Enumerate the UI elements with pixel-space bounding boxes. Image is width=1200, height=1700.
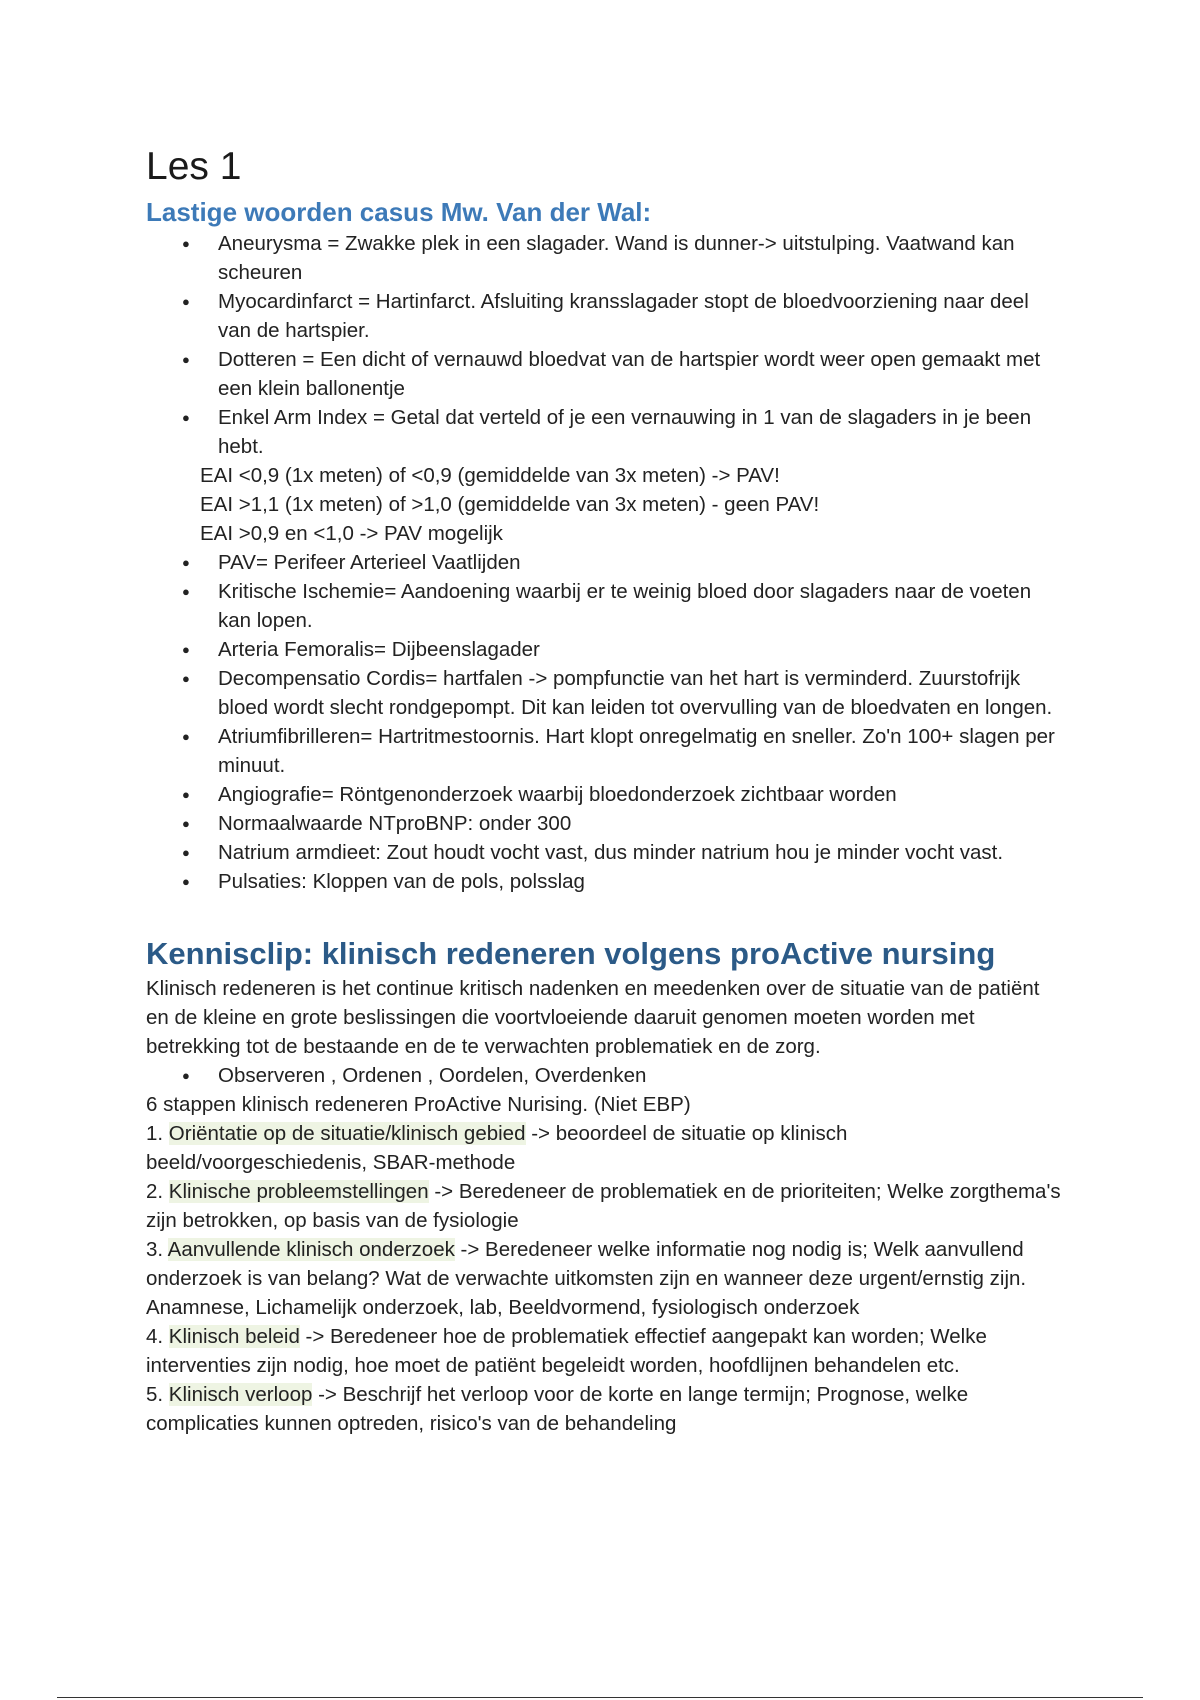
list-item: ● Natrium armdieet: Zout houdt vocht vast, dus minder natrium hou je minder vocht vast. <box>146 838 1066 867</box>
step-text: -> Beschrijf het verloop voor de korte en lange termijn; Prognose, welke complicaties kunnen optreden, risico's van de behandeling <box>146 1383 969 1435</box>
terms-list-b <box>146 548 1066 896</box>
step-2 <box>146 1177 1066 1235</box>
step-3 <box>146 1235 1066 1322</box>
terms-list-a <box>146 229 1066 461</box>
list-item: ● Atriumfibrilleren= Hartritmestoornis. Hart klopt onregelmatig en sneller. Zo'n 100+ slagen per minuut. <box>146 722 1066 780</box>
list-item: ● Dotteren = Een dicht of vernauwd bloedvat van de hartspier wordt weer open gemaakt met een klein ballonentje <box>146 345 1066 403</box>
list-item: ● Pulsaties: Kloppen van de pols, polsslag <box>146 867 1066 896</box>
step-term-highlight: Oriëntatie op de situatie/klinisch gebied <box>168 1122 526 1145</box>
list-item: ● Aneurysma = Zwakke plek in een slagader. Wand is dunner-> uitstulping. Vaatwand kan scheuren <box>146 229 1066 287</box>
step-term-highlight: Aanvullende klinisch onderzoek <box>167 1238 455 1261</box>
steps-intro: 6 stappen klinisch redeneren ProActive Nurising. (Niet EBP) <box>146 1093 691 1116</box>
step-5 <box>146 1380 1066 1438</box>
list-item: ● Kritische Ischemie= Aandoening waarbij er te weinig bloed door slagaders naar de voeten kan lopen. <box>146 577 1066 635</box>
list-item: ● Angiografie= Röntgenonderzoek waarbij bloedonderzoek zichtbaar worden <box>146 780 1066 809</box>
list-item: ● Observeren , Ordenen , Oordelen, Overdenken <box>146 1061 1066 1090</box>
document-page <box>146 142 1066 1438</box>
step-term-highlight: Klinisch beleid <box>168 1325 300 1348</box>
step-text: -> beoordeel de situatie op klinisch beeld/voorgeschiedenis, SBAR-methode <box>146 1122 848 1174</box>
step-term-highlight: Klinische probleemstellingen <box>168 1180 429 1203</box>
step-text: -> Beredeneer hoe de problematiek effectief aangepakt kan worden; Welke interventies zijn nodig, hoe moet de patiënt begeleidt worden, hoofdlijnen behandelen etc. <box>146 1325 987 1377</box>
list-item: ● Decompensatio Cordis= hartfalen -> pompfunctie van het hart is verminderd. Zuurstofrijk bloed wordt slecht rondgepompt. Dit kan leiden tot overvulling van de bloedvaten en longen. <box>146 664 1066 722</box>
step-number: 3. <box>146 1238 168 1261</box>
list-item: ● Myocardinfarct = Hartinfarct. Afsluiting kransslagader stopt de bloedvoorziening naar deel van de hartspier. <box>146 287 1066 345</box>
step-number: 2. <box>146 1180 169 1203</box>
eai-line: EAI <0,9 (1x meten) of <0,9 (gemiddelde van 3x meten) -> PAV! <box>200 464 780 487</box>
intro-paragraph: Klinisch redeneren is het continue kritisch nadenken en meedenken over de situatie van de patiënt en de kleine en grote beslissingen die voortvloeiende daaruit genomen moeten worden met betrekking tot de bestaande en de te verwachten problematiek en de zorg. <box>146 977 1040 1058</box>
observe-list <box>146 1061 1066 1090</box>
step-text: -> Beredeneer de problematiek en de prioriteiten; Welke zorgthema's zijn betrokken, op basis van de fysiologie <box>146 1180 1061 1232</box>
step-4 <box>146 1322 1066 1380</box>
eai-values <box>146 461 1066 548</box>
step-number: 1. <box>146 1122 169 1145</box>
section-heading-kennisclip: Kennisclip: klinisch redeneren volgens proActive nursing <box>146 936 996 971</box>
eai-line: EAI >1,1 (1x meten) of >1,0 (gemiddelde van 3x meten) - geen PAV! <box>200 493 820 516</box>
section-heading-lastige-woorden: Lastige woorden casus Mw. Van der Wal: <box>146 197 652 227</box>
step-text: -> Beredeneer welke informatie nog nodig is; Welk aanvullend onderzoek is van belang? Wat de verwachte uitkomsten zijn en wanneer deze urgent/ernstig zijn. Anamnese, Lichamelijk onderzoek, lab, Beeldvormend, fysiologisch onderzoek <box>146 1238 1027 1319</box>
list-item: ● Enkel Arm Index = Getal dat verteld of je een vernauwing in 1 van de slagaders in je been hebt. <box>146 403 1066 461</box>
step-1 <box>146 1119 1066 1177</box>
list-item: ● Normaalwaarde NTproBNP: onder 300 <box>146 809 1066 838</box>
step-number: 4. <box>146 1325 169 1348</box>
eai-line: EAI >0,9 en <1,0 -> PAV mogelijk <box>200 522 503 545</box>
step-term-highlight: Klinisch verloop <box>168 1383 313 1406</box>
list-item: ● Arteria Femoralis= Dijbeenslagader <box>146 635 1066 664</box>
step-number: 5. <box>146 1383 169 1406</box>
list-item: ● PAV= Perifeer Arterieel Vaatlijden <box>146 548 1066 577</box>
page-title: Les 1 <box>146 145 242 188</box>
page-bottom-rule <box>57 1697 1143 1698</box>
